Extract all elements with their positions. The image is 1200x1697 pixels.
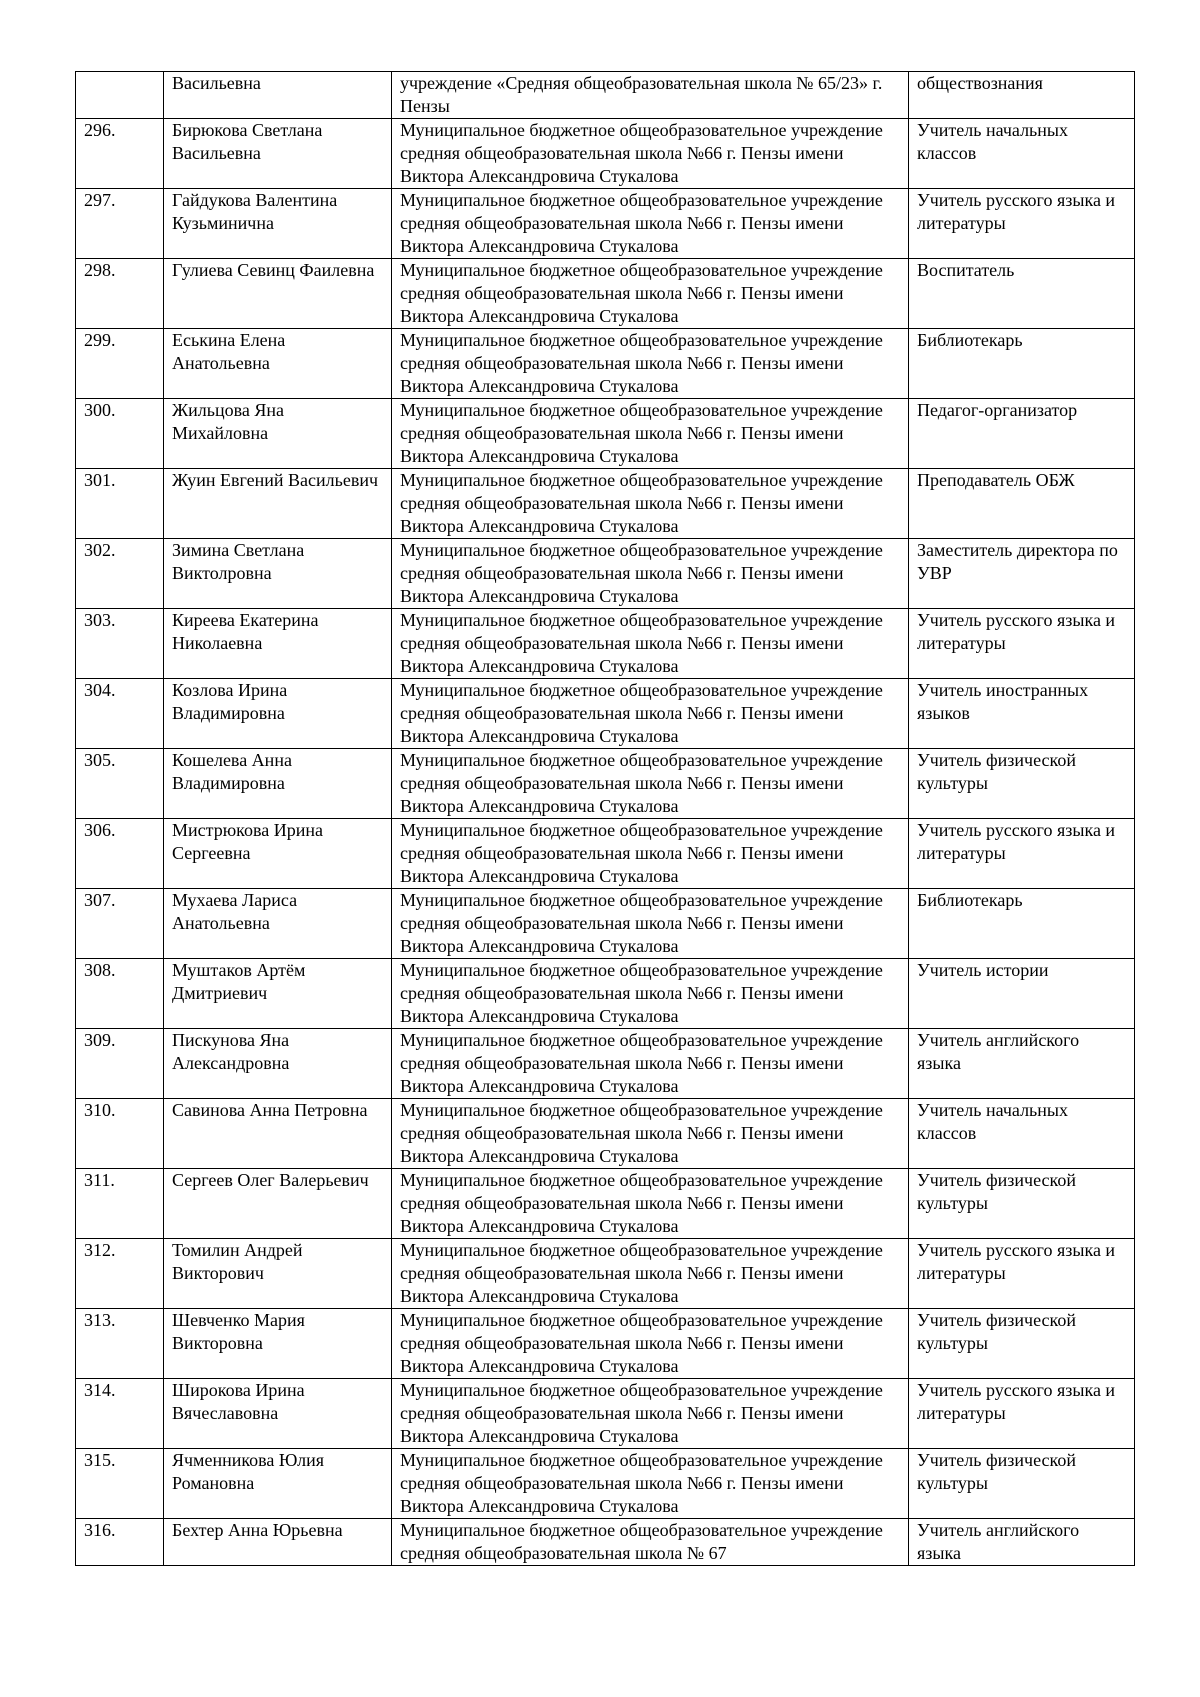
employee-name: Жуин Евгений Васильевич (164, 469, 392, 539)
employee-name: Еськина Елена Анатольевна (164, 329, 392, 399)
organization: Муниципальное бюджетное общеобразовательное учреждение средняя общеобразовательная школа №66 г. Пензы имени Виктора Александровича Стукалова (392, 1169, 909, 1239)
organization: Муниципальное бюджетное общеобразовательное учреждение средняя общеобразовательная школа №66 г. Пензы имени Виктора Александровича Стукалова (392, 399, 909, 469)
table-row (76, 609, 1135, 679)
position: Учитель русского языка и литературы (909, 609, 1135, 679)
table-row (76, 259, 1135, 329)
position: Учитель иностранных языков (909, 679, 1135, 749)
position: Учитель английского языка (909, 1519, 1135, 1566)
employee-name: Кошелева Анна Владимировна (164, 749, 392, 819)
row-number: 300. (76, 399, 164, 469)
position: Преподаватель ОБЖ (909, 469, 1135, 539)
row-number: 298. (76, 259, 164, 329)
row-number: 304. (76, 679, 164, 749)
organization: Муниципальное бюджетное общеобразовательное учреждение средняя общеобразовательная школа №66 г. Пензы имени Виктора Александровича Стукалова (392, 889, 909, 959)
organization: Муниципальное бюджетное общеобразовательное учреждение средняя общеобразовательная школа №66 г. Пензы имени Виктора Александровича Стукалова (392, 819, 909, 889)
table-row (76, 469, 1135, 539)
employee-name: Сергеев Олег Валерьевич (164, 1169, 392, 1239)
table-row (76, 679, 1135, 749)
position: Учитель начальных классов (909, 119, 1135, 189)
employee-name: Жильцова Яна Михайловна (164, 399, 392, 469)
row-number (76, 72, 164, 119)
employee-name: Гайдукова Валентина Кузьминична (164, 189, 392, 259)
organization: Муниципальное бюджетное общеобразовательное учреждение средняя общеобразовательная школа №66 г. Пензы имени Виктора Александровича Стукалова (392, 1449, 909, 1519)
employee-name: Гулиева Севинц Фаилевна (164, 259, 392, 329)
organization: Муниципальное бюджетное общеобразовательное учреждение средняя общеобразовательная школа № 67 (392, 1519, 909, 1566)
row-number: 301. (76, 469, 164, 539)
table-row (76, 889, 1135, 959)
organization: Муниципальное бюджетное общеобразовательное учреждение средняя общеобразовательная школа №66 г. Пензы имени Виктора Александровича Стукалова (392, 609, 909, 679)
row-number: 305. (76, 749, 164, 819)
employee-name: Мухаева Лариса Анатольевна (164, 889, 392, 959)
employee-name: Шевченко Мария Викторовна (164, 1309, 392, 1379)
employee-name: Савинова Анна Петровна (164, 1099, 392, 1169)
row-number: 310. (76, 1099, 164, 1169)
position: Учитель английского языка (909, 1029, 1135, 1099)
organization: Муниципальное бюджетное общеобразовательное учреждение средняя общеобразовательная школа №66 г. Пензы имени Виктора Александровича Стукалова (392, 1379, 909, 1449)
row-number: 302. (76, 539, 164, 609)
row-number: 315. (76, 1449, 164, 1519)
position: Учитель начальных классов (909, 1099, 1135, 1169)
position: Учитель русского языка и литературы (909, 819, 1135, 889)
employee-name: Киреева Екатерина Николаевна (164, 609, 392, 679)
table-row (76, 959, 1135, 1029)
employee-name: Муштаков Артём Дмитриевич (164, 959, 392, 1029)
table-row (76, 189, 1135, 259)
table-row (76, 119, 1135, 189)
table-row (76, 1309, 1135, 1379)
staff-table-body (76, 72, 1135, 1566)
employee-name: Бехтер Анна Юрьевна (164, 1519, 392, 1566)
position: Библиотекарь (909, 889, 1135, 959)
position: Заместитель директора по УВР (909, 539, 1135, 609)
table-row (76, 819, 1135, 889)
position: Учитель физической культуры (909, 1309, 1135, 1379)
organization: Муниципальное бюджетное общеобразовательное учреждение средняя общеобразовательная школа №66 г. Пензы имени Виктора Александровича Стукалова (392, 259, 909, 329)
organization: Муниципальное бюджетное общеобразовательное учреждение средняя общеобразовательная школа №66 г. Пензы имени Виктора Александровича Стукалова (392, 1029, 909, 1099)
table-row (76, 749, 1135, 819)
employee-name: Томилин Андрей Викторович (164, 1239, 392, 1309)
organization: Муниципальное бюджетное общеобразовательное учреждение средняя общеобразовательная школа №66 г. Пензы имени Виктора Александровича Стукалова (392, 539, 909, 609)
employee-name: Васильевна (164, 72, 392, 119)
organization: Муниципальное бюджетное общеобразовательное учреждение средняя общеобразовательная школа №66 г. Пензы имени Виктора Александровича Стукалова (392, 189, 909, 259)
position: Учитель физической культуры (909, 1169, 1135, 1239)
row-number: 316. (76, 1519, 164, 1566)
organization: Муниципальное бюджетное общеобразовательное учреждение средняя общеобразовательная школа №66 г. Пензы имени Виктора Александровича Стукалова (392, 679, 909, 749)
position: Учитель русского языка и литературы (909, 1379, 1135, 1449)
table-row (76, 1239, 1135, 1309)
organization: Муниципальное бюджетное общеобразовательное учреждение средняя общеобразовательная школа №66 г. Пензы имени Виктора Александровича Стукалова (392, 119, 909, 189)
employee-name: Козлова Ирина Владимировна (164, 679, 392, 749)
employee-name: Мистрюкова Ирина Сергеевна (164, 819, 392, 889)
employee-name: Пискунова Яна Александровна (164, 1029, 392, 1099)
table-row (76, 72, 1135, 119)
position: Педагог-организатор (909, 399, 1135, 469)
position: Учитель физической культуры (909, 1449, 1135, 1519)
table-row (76, 1169, 1135, 1239)
position: Учитель русского языка и литературы (909, 1239, 1135, 1309)
row-number: 311. (76, 1169, 164, 1239)
staff-table (75, 71, 1135, 1566)
table-row (76, 1029, 1135, 1099)
position: обществознания (909, 72, 1135, 119)
table-row (76, 399, 1135, 469)
row-number: 296. (76, 119, 164, 189)
employee-name: Бирюкова Светлана Васильевна (164, 119, 392, 189)
position: Учитель физической культуры (909, 749, 1135, 819)
organization: Муниципальное бюджетное общеобразовательное учреждение средняя общеобразовательная школа №66 г. Пензы имени Виктора Александровича Стукалова (392, 329, 909, 399)
position: Воспитатель (909, 259, 1135, 329)
organization: Муниципальное бюджетное общеобразовательное учреждение средняя общеобразовательная школа №66 г. Пензы имени Виктора Александровича Стукалова (392, 1309, 909, 1379)
table-row (76, 1379, 1135, 1449)
employee-name: Зимина Светлана Виктолровна (164, 539, 392, 609)
row-number: 309. (76, 1029, 164, 1099)
table-row (76, 1519, 1135, 1566)
row-number: 299. (76, 329, 164, 399)
row-number: 307. (76, 889, 164, 959)
organization: Муниципальное бюджетное общеобразовательное учреждение средняя общеобразовательная школа №66 г. Пензы имени Виктора Александровича Стукалова (392, 469, 909, 539)
position: Учитель истории (909, 959, 1135, 1029)
row-number: 314. (76, 1379, 164, 1449)
row-number: 308. (76, 959, 164, 1029)
row-number: 312. (76, 1239, 164, 1309)
organization: учреждение «Средняя общеобразовательная школа № 65/23» г. Пензы (392, 72, 909, 119)
employee-name: Ячменникова Юлия Романовна (164, 1449, 392, 1519)
position: Библиотекарь (909, 329, 1135, 399)
row-number: 313. (76, 1309, 164, 1379)
table-row (76, 1099, 1135, 1169)
organization: Муниципальное бюджетное общеобразовательное учреждение средняя общеобразовательная школа №66 г. Пензы имени Виктора Александровича Стукалова (392, 959, 909, 1029)
employee-name: Широкова Ирина Вячеславовна (164, 1379, 392, 1449)
organization: Муниципальное бюджетное общеобразовательное учреждение средняя общеобразовательная школа №66 г. Пензы имени Виктора Александровича Стукалова (392, 749, 909, 819)
table-row (76, 539, 1135, 609)
row-number: 303. (76, 609, 164, 679)
organization: Муниципальное бюджетное общеобразовательное учреждение средняя общеобразовательная школа №66 г. Пензы имени Виктора Александровича Стукалова (392, 1239, 909, 1309)
row-number: 306. (76, 819, 164, 889)
table-row (76, 329, 1135, 399)
table-row (76, 1449, 1135, 1519)
organization: Муниципальное бюджетное общеобразовательное учреждение средняя общеобразовательная школа №66 г. Пензы имени Виктора Александровича Стукалова (392, 1099, 909, 1169)
position: Учитель русского языка и литературы (909, 189, 1135, 259)
row-number: 297. (76, 189, 164, 259)
